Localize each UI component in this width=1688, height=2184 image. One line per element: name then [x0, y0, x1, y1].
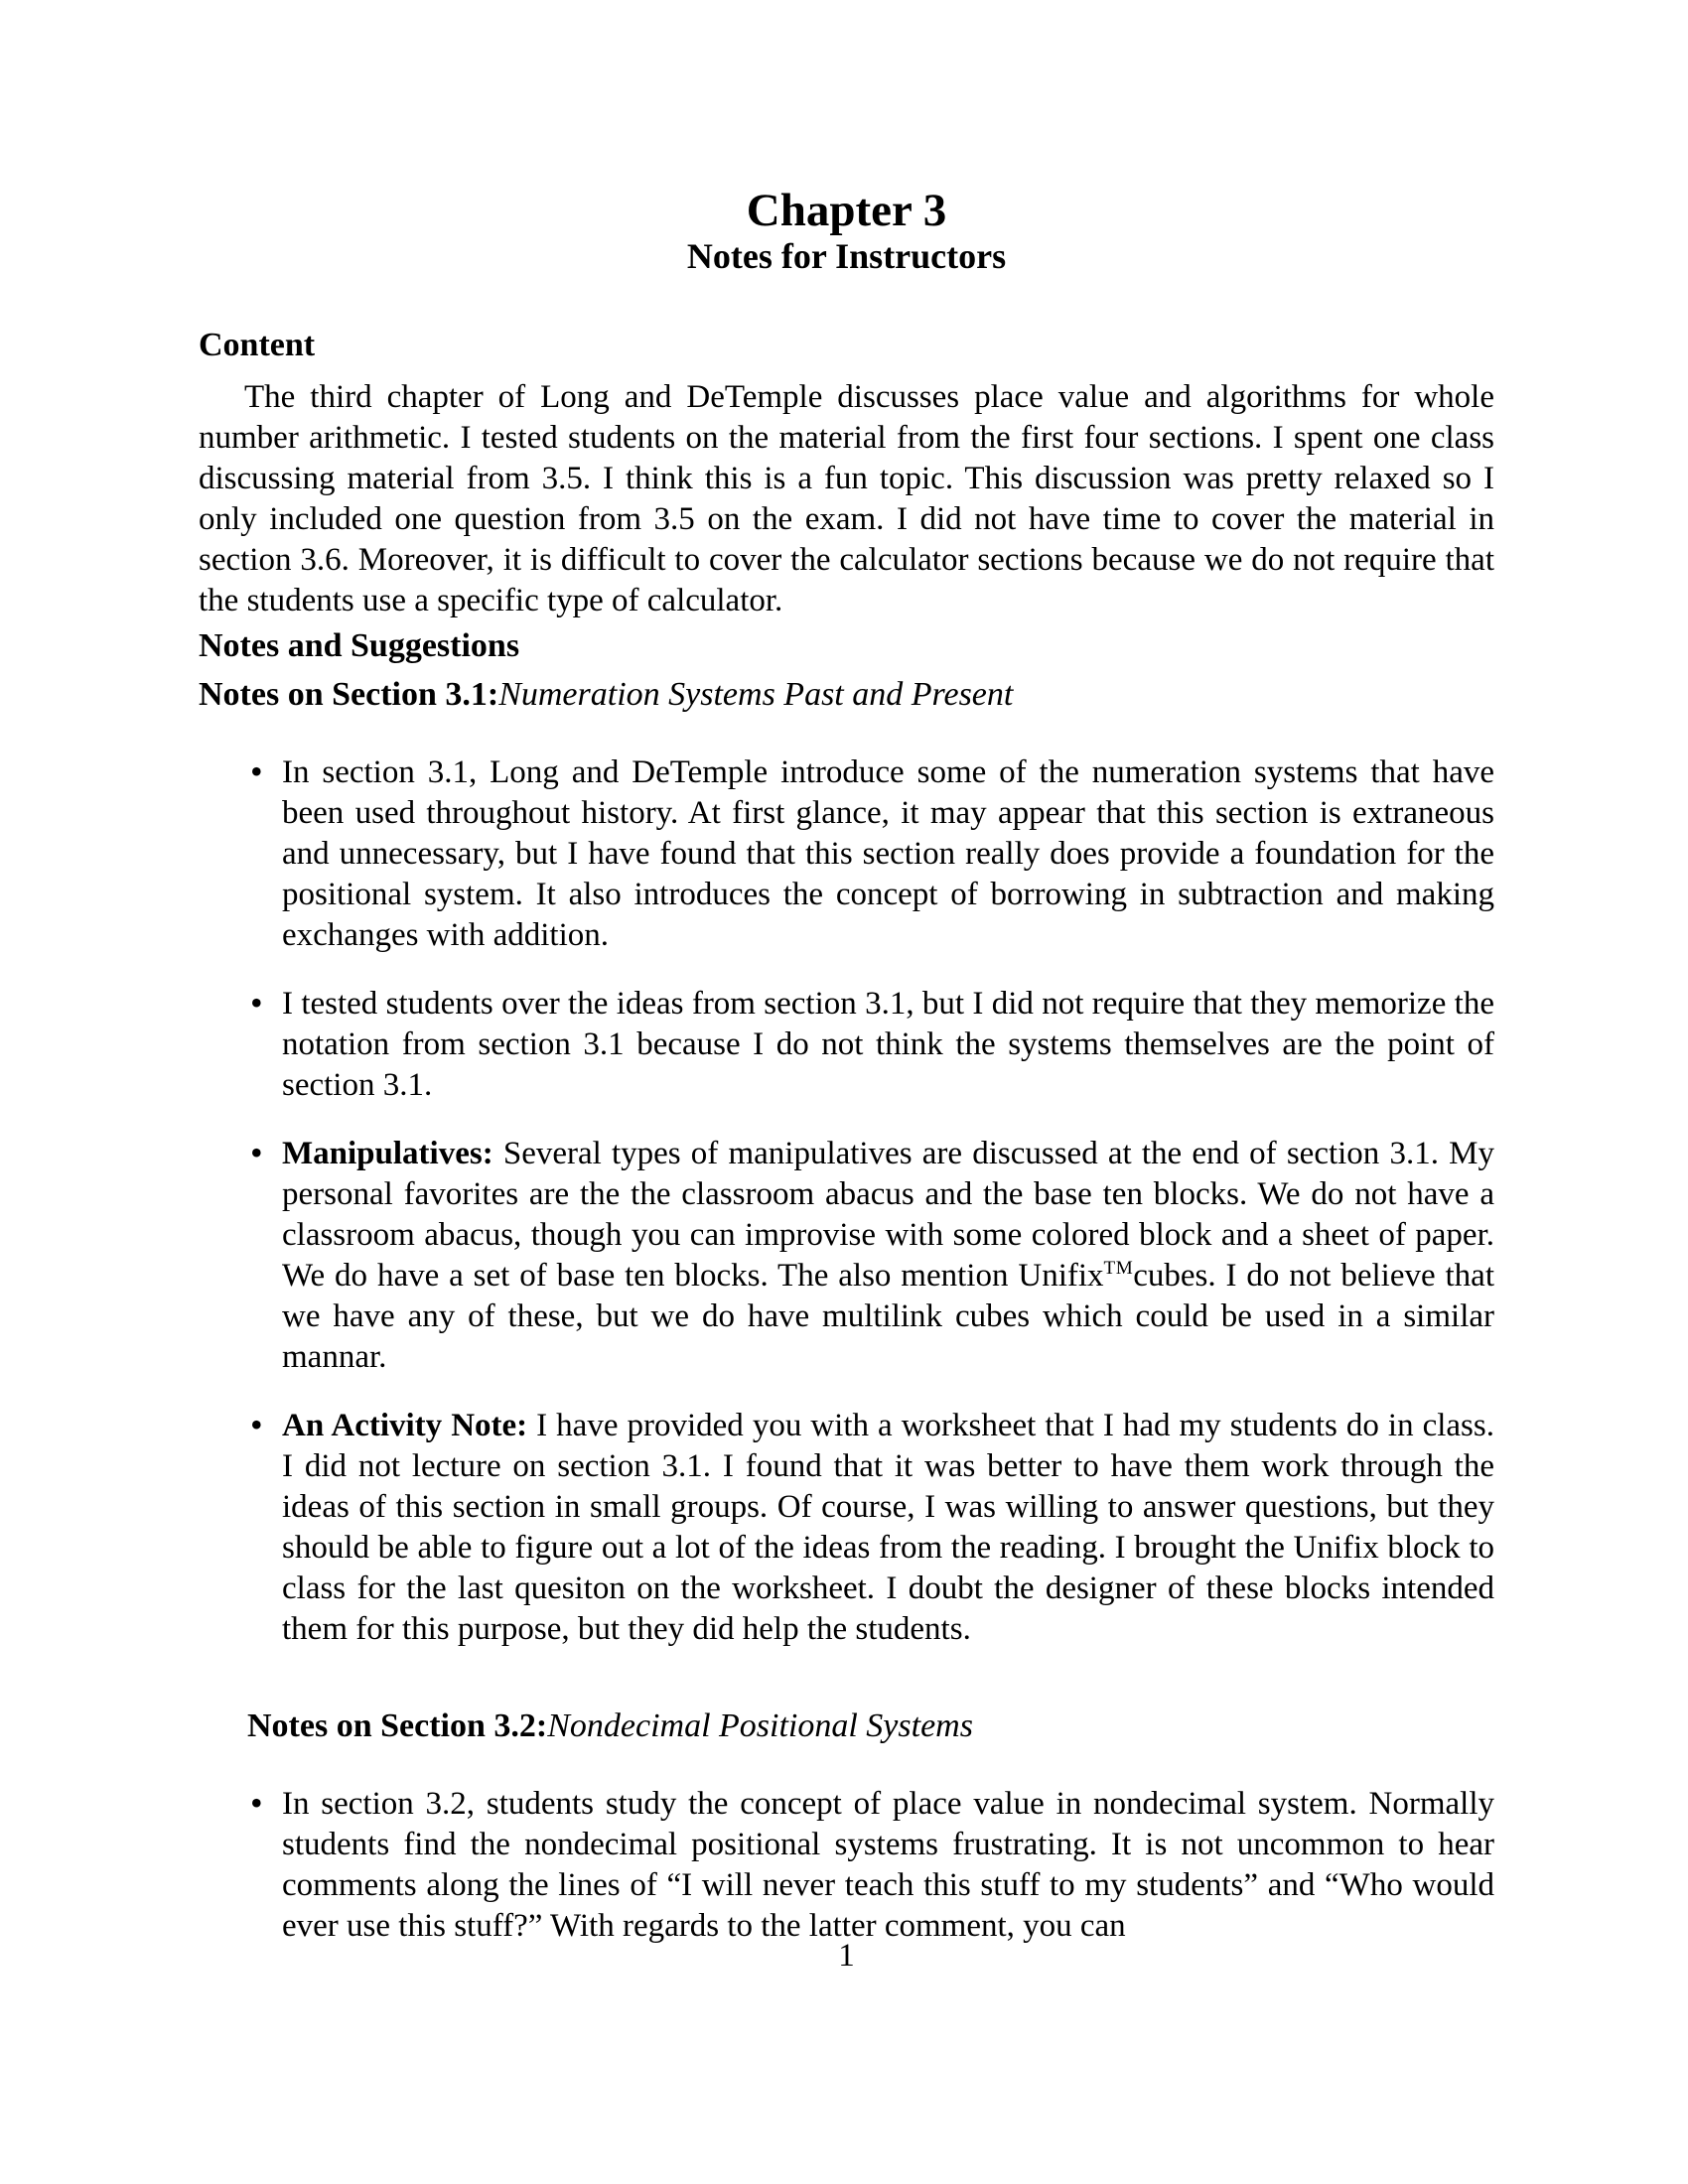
bullet-item-manipulatives	[199, 1134, 1494, 1378]
notes-and-suggestions-heading: Notes and Suggestions	[199, 626, 520, 664]
trademark-superscript: TM	[1103, 1257, 1134, 1279]
bullet-text: I tested students over the ideas from section 3.1, but I did not require that they memorize the notation from section 3.1 because I do not think the systems themselves are the point of section 3.1.	[282, 985, 1494, 1103]
section-3-2-heading-italic: Nondecimal Positional Systems	[547, 1706, 973, 1744]
section-3-2-bullet-list	[199, 1784, 1494, 1947]
section-3-1-heading-italic: Numeration Systems Past and Present	[498, 675, 1014, 713]
bullet-text: I have provided you with a worksheet that I had my students do in class. I did not lecture on section 3.1. I found that it was better to have them work through the ideas of this section in small groups. Of course, I was willing to answer questions, but they should be able to figure out a lot of the ideas from the reading. I brought the Unifix block to class for the last quesiton on the worksheet. I doubt the designer of these blocks intended them for this purpose, but they did help the students.	[282, 1407, 1494, 1647]
bullet-item-tested-students	[199, 984, 1494, 1106]
bullet-item-nondecimal	[199, 1784, 1494, 1947]
bullet-text: In section 3.1, Long and DeTemple introduce some of the numeration systems that have been used throughout history. At first glance, it may appear that this section is extraneous and unnecessary, but I have found that this section really does provide a foundation for the positional system. It also introduces the concept of borrowing in subtraction and making exchanges with addition.	[282, 753, 1494, 953]
page-number: 1	[838, 1938, 855, 1974]
page-footer	[199, 1938, 1494, 1975]
document-subtitle: Notes for Instructors	[686, 236, 1007, 277]
bullet-item-activity-note	[199, 1406, 1494, 1650]
chapter-title: Chapter 3	[746, 185, 947, 236]
section-3-1-heading-bold: Notes on Section 3.1:	[199, 675, 499, 713]
section-3-2-heading	[247, 1706, 1494, 1746]
content-paragraph: The third chapter of Long and DeTemple discusses place value and algorithms for whole number arithmetic. I tested students on the material from the first four sections. I spent one class discussing material from 3.5. I think this is a fun topic. This discussion was pretty relaxed so I only included one question from 3.5 on the exam. I did not have time to cover the material in section 3.6. Moreover, it is difficult to cover the calculator sections because we do not require that the students use a specific type of calculator.	[199, 378, 1494, 618]
title-block	[199, 184, 1494, 277]
content-heading: Content	[199, 326, 316, 363]
bullet-text: cubes. I do not believe that we have any of these, but we do have multilink cubes which could be used in a similar mannar.	[282, 1257, 1495, 1375]
bullet-lead-label: An Activity Note:	[282, 1407, 528, 1443]
bullet-lead-label: Manipulatives:	[282, 1135, 493, 1171]
section-3-2-heading-bold: Notes on Section 3.2:	[247, 1706, 548, 1744]
section-3-1-bullet-list	[199, 752, 1494, 1650]
bullet-text: Several types of manipulatives are discussed at the end of section 3.1. My personal favorites are the the classroom abacus and the base ten blocks. We do not have a classroom abacus, though you can improvise with some colored block and a sheet of paper. We do have a set of base ten blocks. The also mention Unifix	[282, 1135, 1494, 1294]
bullet-text: In section 3.2, students study the concept of place value in nondecimal system. Normally students find the nondecimal positional systems frustrating. It is not uncommon to hear comments along the lines of “I will never teach this stuff to my students” and “Who would ever use this stuff?” With regards to the latter comment, you can	[282, 1785, 1494, 1944]
bullet-item-numeration-systems	[199, 752, 1494, 956]
section-3-1-heading	[199, 674, 1494, 715]
